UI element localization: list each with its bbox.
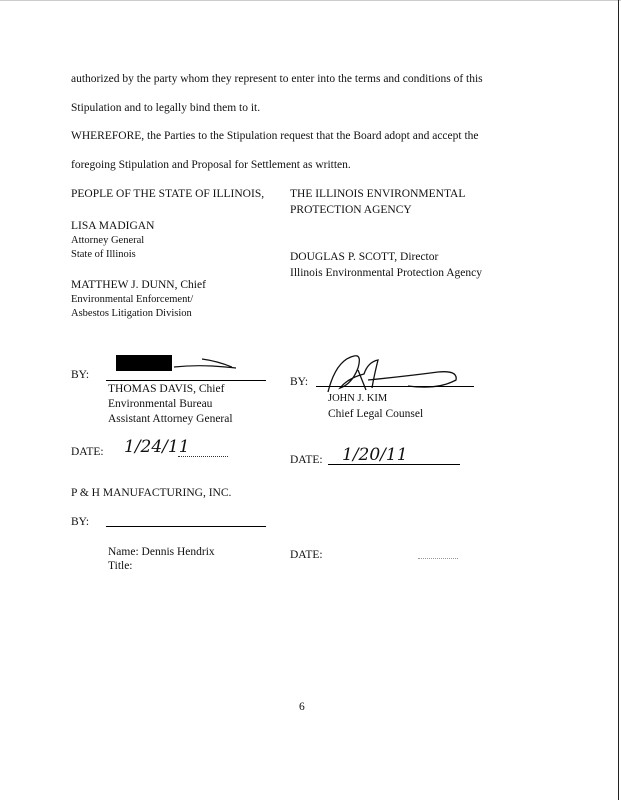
right-date-label: DATE: bbox=[290, 454, 323, 466]
ag-state: State of Illinois bbox=[71, 249, 136, 260]
scan-right-edge bbox=[618, 0, 619, 800]
left-date-line bbox=[178, 456, 228, 457]
company-date-label: DATE: bbox=[290, 549, 323, 561]
body-line-4: foregoing Stipulation and Proposal for Settlement as written. bbox=[71, 159, 351, 171]
scan-top-edge bbox=[0, 0, 621, 1]
left-signer-name: THOMAS DAVIS, Chief bbox=[108, 383, 225, 395]
chief-division-1: Environmental Enforcement/ bbox=[71, 294, 194, 305]
right-party-heading-1: THE ILLINOIS ENVIRONMENTAL bbox=[290, 188, 466, 200]
left-by-label: BY: bbox=[71, 369, 90, 381]
right-signer-name: JOHN J. KIM bbox=[328, 393, 388, 404]
agency-name: Illinois Environmental Protection Agency bbox=[290, 267, 482, 279]
redaction-box bbox=[116, 355, 172, 371]
ag-title: Attorney General bbox=[71, 235, 145, 246]
company-heading: P & H MANUFACTURING, INC. bbox=[71, 487, 232, 499]
right-signer-title: Chief Legal Counsel bbox=[328, 408, 424, 420]
left-signer-title: Assistant Attorney General bbox=[108, 413, 233, 425]
director-name: DOUGLAS P. SCOTT, Director bbox=[290, 251, 439, 263]
right-by-label: BY: bbox=[290, 376, 309, 388]
body-line-3: WHEREFORE, the Parties to the Stipulation request that the Board adopt and accept the bbox=[71, 130, 479, 142]
left-party-heading: PEOPLE OF THE STATE OF ILLINOIS, bbox=[71, 188, 265, 200]
left-date-value: 1/24/11 bbox=[124, 437, 190, 457]
company-signature-line bbox=[106, 526, 266, 527]
body-line-2: Stipulation and to legally bind them to it. bbox=[71, 102, 261, 114]
body-line-1: authorized by the party whom they represent to enter into the terms and conditions of this bbox=[71, 73, 483, 85]
company-name-line: Name: Dennis Hendrix bbox=[108, 546, 215, 558]
right-date-line bbox=[328, 464, 460, 465]
left-signature-mark bbox=[172, 355, 242, 375]
left-date-label: DATE: bbox=[71, 446, 104, 458]
ag-name: LISA MADIGAN bbox=[71, 220, 155, 232]
page-number: 6 bbox=[299, 701, 305, 713]
company-by-label: BY: bbox=[71, 516, 90, 528]
chief-division-2: Asbestos Litigation Division bbox=[71, 308, 192, 319]
company-date-line bbox=[418, 558, 458, 559]
left-signature-line bbox=[106, 380, 266, 381]
left-signer-bureau: Environmental Bureau bbox=[108, 398, 213, 410]
right-date-value: 1/20/11 bbox=[342, 445, 408, 465]
right-party-heading-2: PROTECTION AGENCY bbox=[290, 204, 412, 216]
right-signature-line bbox=[316, 386, 474, 387]
chief-name: MATTHEW J. DUNN, Chief bbox=[71, 279, 206, 291]
company-title-line: Title: bbox=[108, 560, 133, 572]
